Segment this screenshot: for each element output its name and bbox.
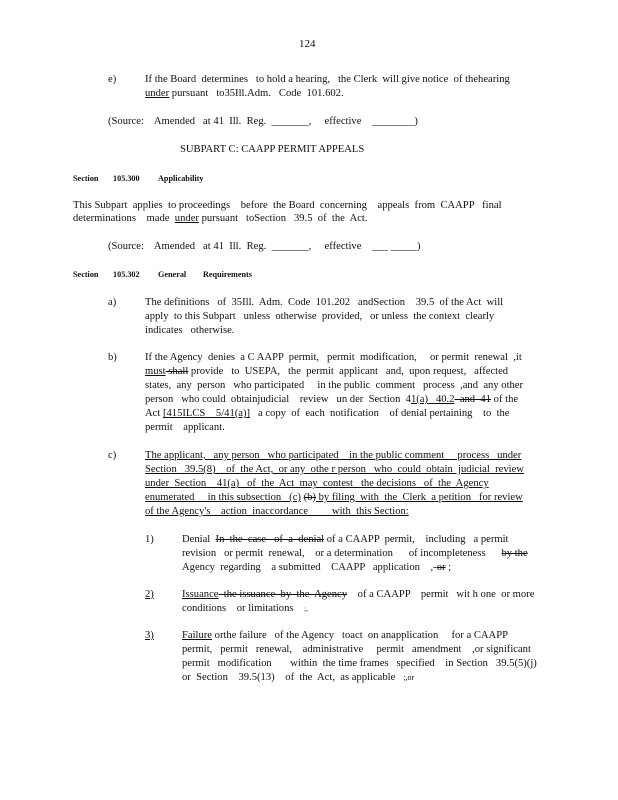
item-c-inserted-text: enumerated in this subsection (c) xyxy=(145,492,301,503)
sub1-line1-rest: of a CAAPP permit, including a permit xyxy=(324,534,509,545)
item-b-line2-rest: provide to USEPA, the permit applicant and, upon request, affected xyxy=(188,366,509,377)
applicability-inserted-text: under xyxy=(174,213,199,224)
item-a-line: apply to this Subpart unless otherwise provided, or unless the context clearly xyxy=(145,311,495,322)
sub3-line4 xyxy=(182,672,414,683)
applicability-line2-start: determinations made xyxy=(73,213,175,224)
item-b-line4 xyxy=(145,394,518,405)
sub3-or-the: orthe xyxy=(212,630,237,641)
item-e-line2 xyxy=(145,88,344,99)
section-title-word2: Requirements xyxy=(203,270,252,279)
sub1-line3-start: Agency regarding a submitted CAAPP application xyxy=(182,562,428,573)
item-b-line5-rest: a copy of each notification of denial pertaining to the xyxy=(250,408,510,419)
sub1-line3-punct: ,- xyxy=(427,562,437,573)
applicability-line2 xyxy=(73,213,368,224)
source-note-1: (Source: Amended at 41 Ill. Reg. _______, effective ________) xyxy=(108,116,418,127)
item-a-line: indicates otherwise. xyxy=(145,325,235,336)
sub3-marker: 3) xyxy=(145,630,154,641)
item-b-inserted-ref: 1(a) 40.2 xyxy=(410,394,455,405)
source-note-2: (Source: Amended at 41 Ill. Reg. _______, effective ___ _____) xyxy=(108,241,421,252)
item-e-marker: e) xyxy=(108,74,117,85)
sub1-line2-start: revision or permit renewal, or a determination of incompleteness xyxy=(182,548,502,559)
item-b-deleted-shall: shall xyxy=(165,366,189,377)
item-b-line6: permit applicant. xyxy=(145,422,225,433)
sub2-deleted-text: the issuance by the Agency xyxy=(218,589,348,600)
item-c-deleted-ref: (b) xyxy=(303,492,316,503)
item-e-inserted-text: under xyxy=(145,88,170,99)
item-b-inserted-citation: [415ILCS 5/41(a)] xyxy=(162,408,251,419)
item-b-inserted-must: must xyxy=(145,366,166,377)
sub2-marker: 2) xyxy=(145,589,154,600)
sub3-inserted-failure: Failure xyxy=(182,630,213,641)
item-b-line3: states, any person who participated in the public comment process ,and any other xyxy=(145,380,524,391)
sub3-line4-end: ;,or xyxy=(403,673,415,682)
item-b-marker: b) xyxy=(108,352,117,363)
sub1-line1 xyxy=(182,534,508,545)
item-c-line4 xyxy=(145,492,523,503)
item-e-line2-rest: pursuant to35Ill.Adm. Code 101.602. xyxy=(169,88,344,99)
sub2-line2 xyxy=(182,603,308,614)
sub3-line1-rest: failure of the Agency toact on anapplication for a CAAPP xyxy=(236,630,508,641)
item-a-marker: a) xyxy=(108,297,117,308)
sub3-line3: permit modification within the time frames specified in Section 39.5(5)(j) xyxy=(182,658,537,669)
sub2-line2-end: ;, xyxy=(304,605,308,613)
sub1-deleted-or: or xyxy=(436,562,446,573)
section-label: Section xyxy=(73,174,99,183)
section-number: 105.302 xyxy=(113,270,140,279)
item-b-line5-start: Act xyxy=(145,408,163,419)
sub3-line1 xyxy=(182,630,508,641)
sub1-line1-start: Denial xyxy=(182,534,216,545)
item-c-line2: Section 39.5(8) of the Act, or any othe r person who could obtain judicial review xyxy=(145,464,524,475)
sub2-inserted-issuance: Issuance xyxy=(182,589,219,600)
section-label: Section xyxy=(73,270,99,279)
item-c-line3: under Section 41(a) of the Act may contest the decisions of the Agency xyxy=(145,478,489,489)
item-c-marker: c) xyxy=(108,450,117,461)
section-number: 105.300 xyxy=(113,174,140,183)
item-b-line1: If the Agency denies a C AAPP permit, permit modification, or permit renewal ,it xyxy=(145,352,522,363)
item-b-line5 xyxy=(145,408,510,419)
sub3-line4-start: or Section 39.5(13) of the Act, as applicable xyxy=(182,672,404,683)
item-c-line4-rest: filing with the Clerk a petition for review xyxy=(329,492,523,503)
sub3-line2: permit, permit renewal, administrative permit amendment ,or significant xyxy=(182,644,531,655)
item-b-line2 xyxy=(145,366,508,377)
item-e-line1: If the Board determines to hold a hearing, the Clerk will give notice of thehearing xyxy=(145,74,510,85)
sub1-marker: 1) xyxy=(145,534,154,545)
item-b-deleted-ref: and 41 xyxy=(454,394,491,405)
applicability-line1: This Subpart applies to proceedings before the Board concerning appeals from CAAPP final xyxy=(73,200,502,211)
section-title: Applicability xyxy=(158,174,204,183)
page-number: 124 xyxy=(299,38,316,50)
item-c-line5: of the Agency's action inaccordance with this Section: xyxy=(145,506,409,517)
sub2-line1 xyxy=(182,589,534,600)
item-a-line: The definitions of 35Ill. Adm. Code 101.202 andSection 39.5 of the Act will xyxy=(145,297,504,308)
sub1-deleted-by-the: by the xyxy=(501,548,528,559)
item-b-line4-start: person who could obtainjudicial review un der Section 4 xyxy=(145,394,411,405)
sub1-deleted-text: In the case of a denial xyxy=(215,534,325,545)
item-c-line1: The applicant, any person who participated in the public comment process under xyxy=(145,450,522,461)
applicability-line2-rest: pursuant toSection 39.5 of the Act. xyxy=(198,213,368,224)
sub2-line1-rest: of a CAAPP permit wit h one or more xyxy=(347,589,535,600)
item-c-inserted-by: by xyxy=(315,492,330,503)
sub1-line3 xyxy=(182,562,451,573)
sub1-line3-end: ; xyxy=(445,562,452,573)
section-title: General xyxy=(158,270,187,279)
item-b-line4-rest: of the xyxy=(491,394,519,405)
sub2-line2-start: conditions or limitations xyxy=(182,603,305,614)
sub1-line2 xyxy=(182,548,528,559)
subpart-title: SUBPART C: CAAPP PERMIT APPEALS xyxy=(180,144,365,155)
